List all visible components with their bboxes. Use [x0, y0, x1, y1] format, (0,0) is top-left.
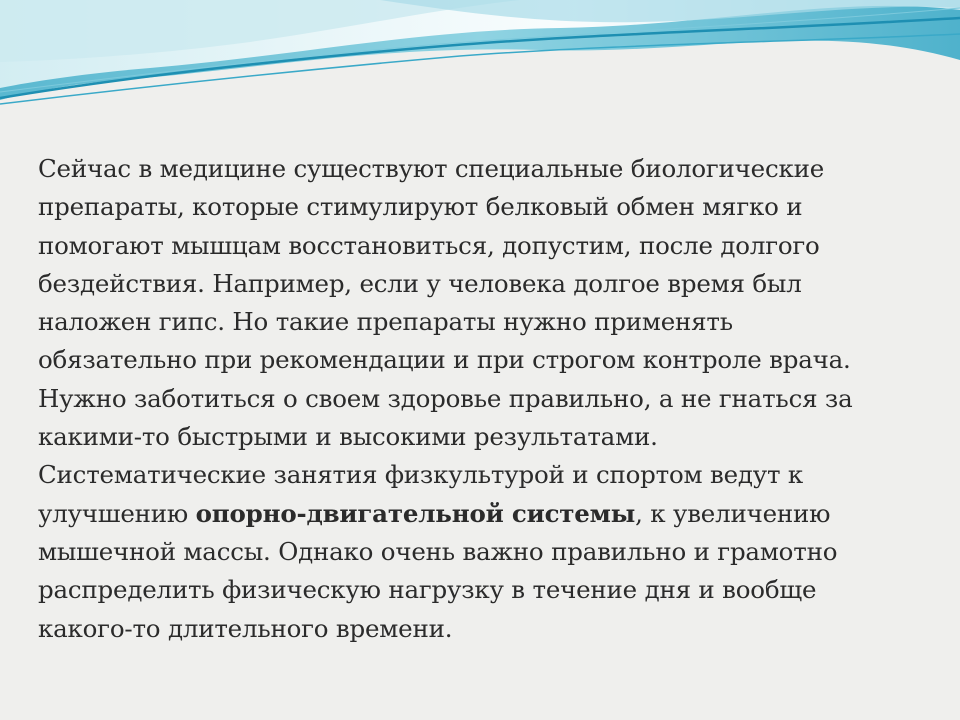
text-line: мышечной массы. Однако очень важно правильно и грамотно — [38, 536, 838, 566]
text-line: Систематические занятия физкультурой и спортом ведут к — [38, 460, 804, 490]
text-fragment: , к увеличению — [635, 498, 831, 528]
text-line: какими-то быстрыми и высокими результатами. — [38, 422, 658, 452]
text-line: распределить физическую нагрузку в течение дня и вообще — [38, 575, 817, 605]
emphasis-term: опорно-двигательной системы — [195, 498, 636, 528]
text-line: Сейчас в медицине существуют специальные биологические — [38, 154, 825, 183]
text-line: бездействия. Например, если у человека долгое время был — [38, 268, 802, 298]
text-line: обязательно при рекомендации и при строгом контроле врача. — [38, 345, 851, 375]
text-line: какого-то длительного времени. — [38, 613, 453, 643]
wave-header-decoration — [0, 0, 960, 110]
text-line: Нужно заботиться о своем здоровье правильно, а не гнаться за — [38, 383, 853, 413]
text-line: наложен гипс. Но такие препараты нужно применять — [38, 307, 733, 337]
slide-body-text — [38, 150, 953, 648]
text-line: помогают мышцам восстановиться, допустим, после долгого — [38, 230, 820, 260]
text-line: препараты, которые стимулируют белковый обмен мягко и — [38, 192, 803, 222]
text-line-with-emphasis — [38, 495, 953, 533]
text-fragment: улучшению — [38, 498, 196, 528]
